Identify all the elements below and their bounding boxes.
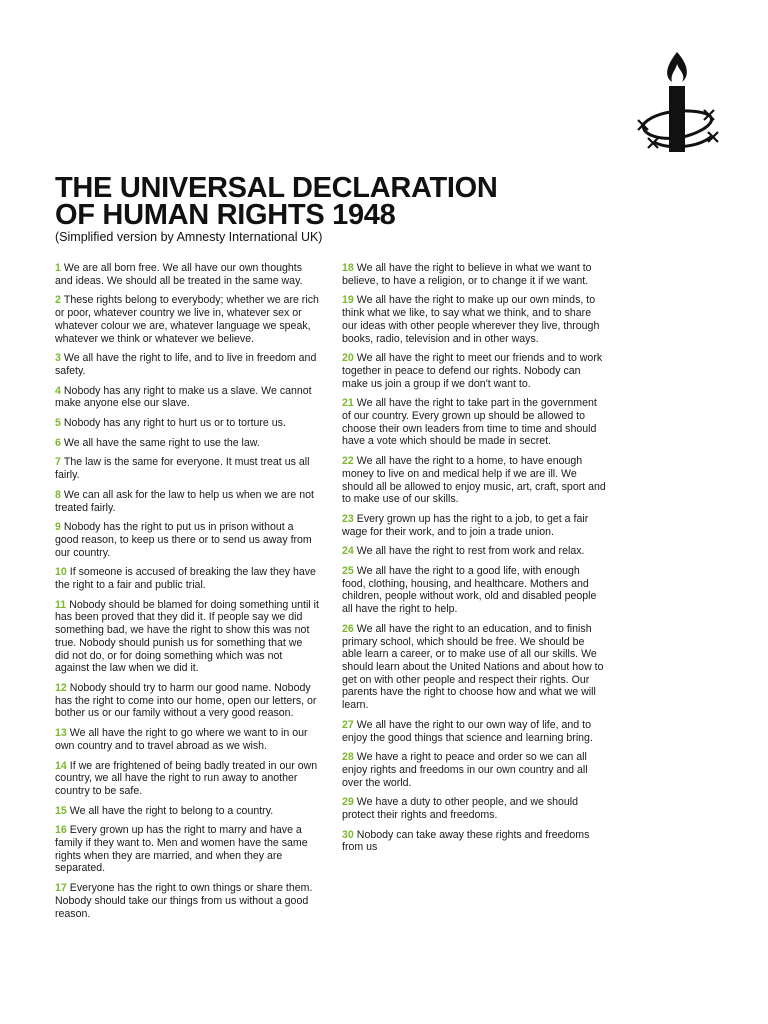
article-number: 10 [55,566,67,579]
article-text: Every grown up has the right to marry and have a family if they want to. Men and women have the same rights when they are married, and when they are separated. [55,824,308,875]
article-20 [342,352,606,390]
amnesty-candle-logo [634,50,720,158]
article-9 [55,521,319,559]
article-text: We have a duty to other people, and we should protect their rights and freedoms. [342,796,579,822]
article-2 [55,294,319,345]
article-text: The law is the same for everyone. It must treat us all fairly. [55,456,310,482]
article-23 [342,513,606,538]
article-text: We all have the right to life, and to live in freedom and safety. [55,352,317,377]
title-line-1: THE UNIVERSAL DECLARATION [55,172,498,204]
article-number: 24 [342,545,354,558]
article-text: We have a right to peace and order so we can all enjoy rights and freedoms in our own country and all over the world. [342,751,588,789]
article-text: Nobody has any right to make us a slave. We cannot make anyone else our slave. [55,384,312,410]
article-text: Nobody has the right to put us in prison without a good reason, to keep us there or to send us away from our country. [55,521,312,559]
article-number: 29 [342,796,354,809]
article-7 [55,456,319,481]
article-number: 11 [55,598,67,611]
article-text: We all have the right to rest from work and relax. [356,545,585,558]
article-text: Everyone has the right to own things or share them. Nobody should take our things from us without a good reason. [55,882,313,920]
article-number: 23 [342,512,354,525]
article-number: 28 [342,751,354,764]
article-number: 6 [55,436,61,449]
article-text: These rights belong to everybody; whether we are rich or poor, whatever country we live in, whatever sex or whatever colour we are, whatever language we speak, whatever we think or whatever we believe. [55,294,319,345]
article-number: 1 [55,262,61,274]
article-3 [55,352,319,377]
article-text: We all have the right to go where we want to in our own country and to travel abroad as we wish. [55,727,308,752]
article-text: We all have the right to meet our friends and to work together in peace to defend our rights. Nobody can make us join a group if we don't want to. [342,352,603,390]
article-number: 2 [55,294,61,307]
article-number: 16 [55,824,67,837]
article-22 [342,455,606,506]
article-number: 25 [342,565,354,578]
article-text: We can all ask for the law to help us when we are not treated fairly. [55,488,314,514]
article-27 [342,719,606,744]
article-number: 13 [55,727,67,740]
article-number: 4 [55,384,61,397]
article-text: We all have the right to belong to a country. [69,804,274,817]
title-line-2: OF HUMAN RIGHTS 1948 [55,199,396,231]
article-29 [342,796,606,821]
article-text: Nobody can take away these rights and freedoms from us [342,828,590,854]
article-14 [55,760,319,798]
article-number: 5 [55,417,61,430]
article-text: We all have the right to believe in what we want to believe, to have a religion, or to change it if we want. [342,262,592,287]
article-text: We all have the right to our own way of life, and to enjoy the good things that science and learning bring. [342,718,593,744]
article-text: Nobody should be blamed for doing something until it has been proved that they did it. If people say we did something bad, we have the right to show this was not true. Nobody should punish us for something that we did not do, or for doing something which was not against the law when we did it. [55,598,319,675]
article-24 [342,545,606,558]
article-11 [55,599,319,675]
article-18 [342,262,606,287]
article-number: 22 [342,455,354,468]
article-text: We all have the right to make up our own minds, to think what we like, to say what we think, and to share our ideas with other people wherever they live, through books, radio, television and in other ways. [342,294,600,345]
article-number: 27 [342,718,354,731]
article-number: 3 [55,352,61,365]
article-number: 12 [55,681,67,694]
article-10 [55,566,319,591]
article-26 [342,623,606,712]
article-text: Nobody has any right to hurt us or to torture us. [63,417,286,430]
article-28 [342,751,606,789]
article-15 [55,805,319,818]
article-number: 26 [342,622,354,635]
articles-column-right [342,262,606,861]
article-13 [55,727,319,752]
article-number: 18 [342,262,354,274]
article-17 [55,882,319,920]
article-number: 7 [55,456,61,469]
article-number: 9 [55,521,61,534]
article-text: We are all born free. We all have our own thoughts and ideas. We should all be treated in the same way. [55,262,303,287]
article-21 [342,397,606,448]
article-text: If we are frightened of being badly treated in our own country, we all have the right to run away to another country to be safe. [55,759,318,797]
article-text: We all have the right to take part in the government of our country. Every grown up should be allowed to choose their own leaders from time to time and should have a vote which should be made in secret. [342,397,597,448]
article-6 [55,437,319,450]
article-text: We all have the right to a good life, with enough food, clothing, housing, and healthcare. Mothers and children, people without work, old and disabled people all have the right to help. [342,565,597,616]
article-5 [55,417,319,430]
article-12 [55,682,319,720]
article-16 [55,824,319,875]
article-25 [342,565,606,616]
article-text: Every grown up has the right to a job, to get a fair wage for their work, and to join a trade union. [342,512,589,538]
article-text: We all have the same right to use the law. [63,436,260,449]
article-number: 30 [342,828,354,841]
article-number: 19 [342,294,354,307]
article-text: If someone is accused of breaking the law they have the right to a fair and public trial. [55,566,316,592]
articles-column-left [55,262,319,927]
article-1 [55,262,319,287]
document-subtitle: (Simplified version by Amnesty International UK) [55,230,323,244]
article-19 [342,294,606,345]
article-number: 17 [55,882,67,895]
article-number: 21 [342,397,354,410]
article-text: We all have the right to a home, to have enough money to live on and medical help if we are ill. We should all be allowed to enjoy music, art, craft, sport and to make use of our skills. [342,455,606,506]
article-8 [55,489,319,514]
document-title [55,172,695,231]
article-number: 20 [342,352,354,365]
article-text: We all have the right to an education, and to finish primary school, which should be free. We should be able learn a career, or to make use of all our skills. We should learn about the United Nations and about how to get on with other people and respect their rights. Our parents have the right to choose how and what we will learn. [342,622,604,712]
article-number: 15 [55,804,67,817]
article-number: 14 [55,759,67,772]
article-number: 8 [55,488,61,501]
article-30 [342,829,606,854]
article-text: Nobody should try to harm our good name. Nobody has the right to come into our home, open our letters, or bother us or our family without a very good reason. [55,681,317,720]
article-4 [55,385,319,410]
